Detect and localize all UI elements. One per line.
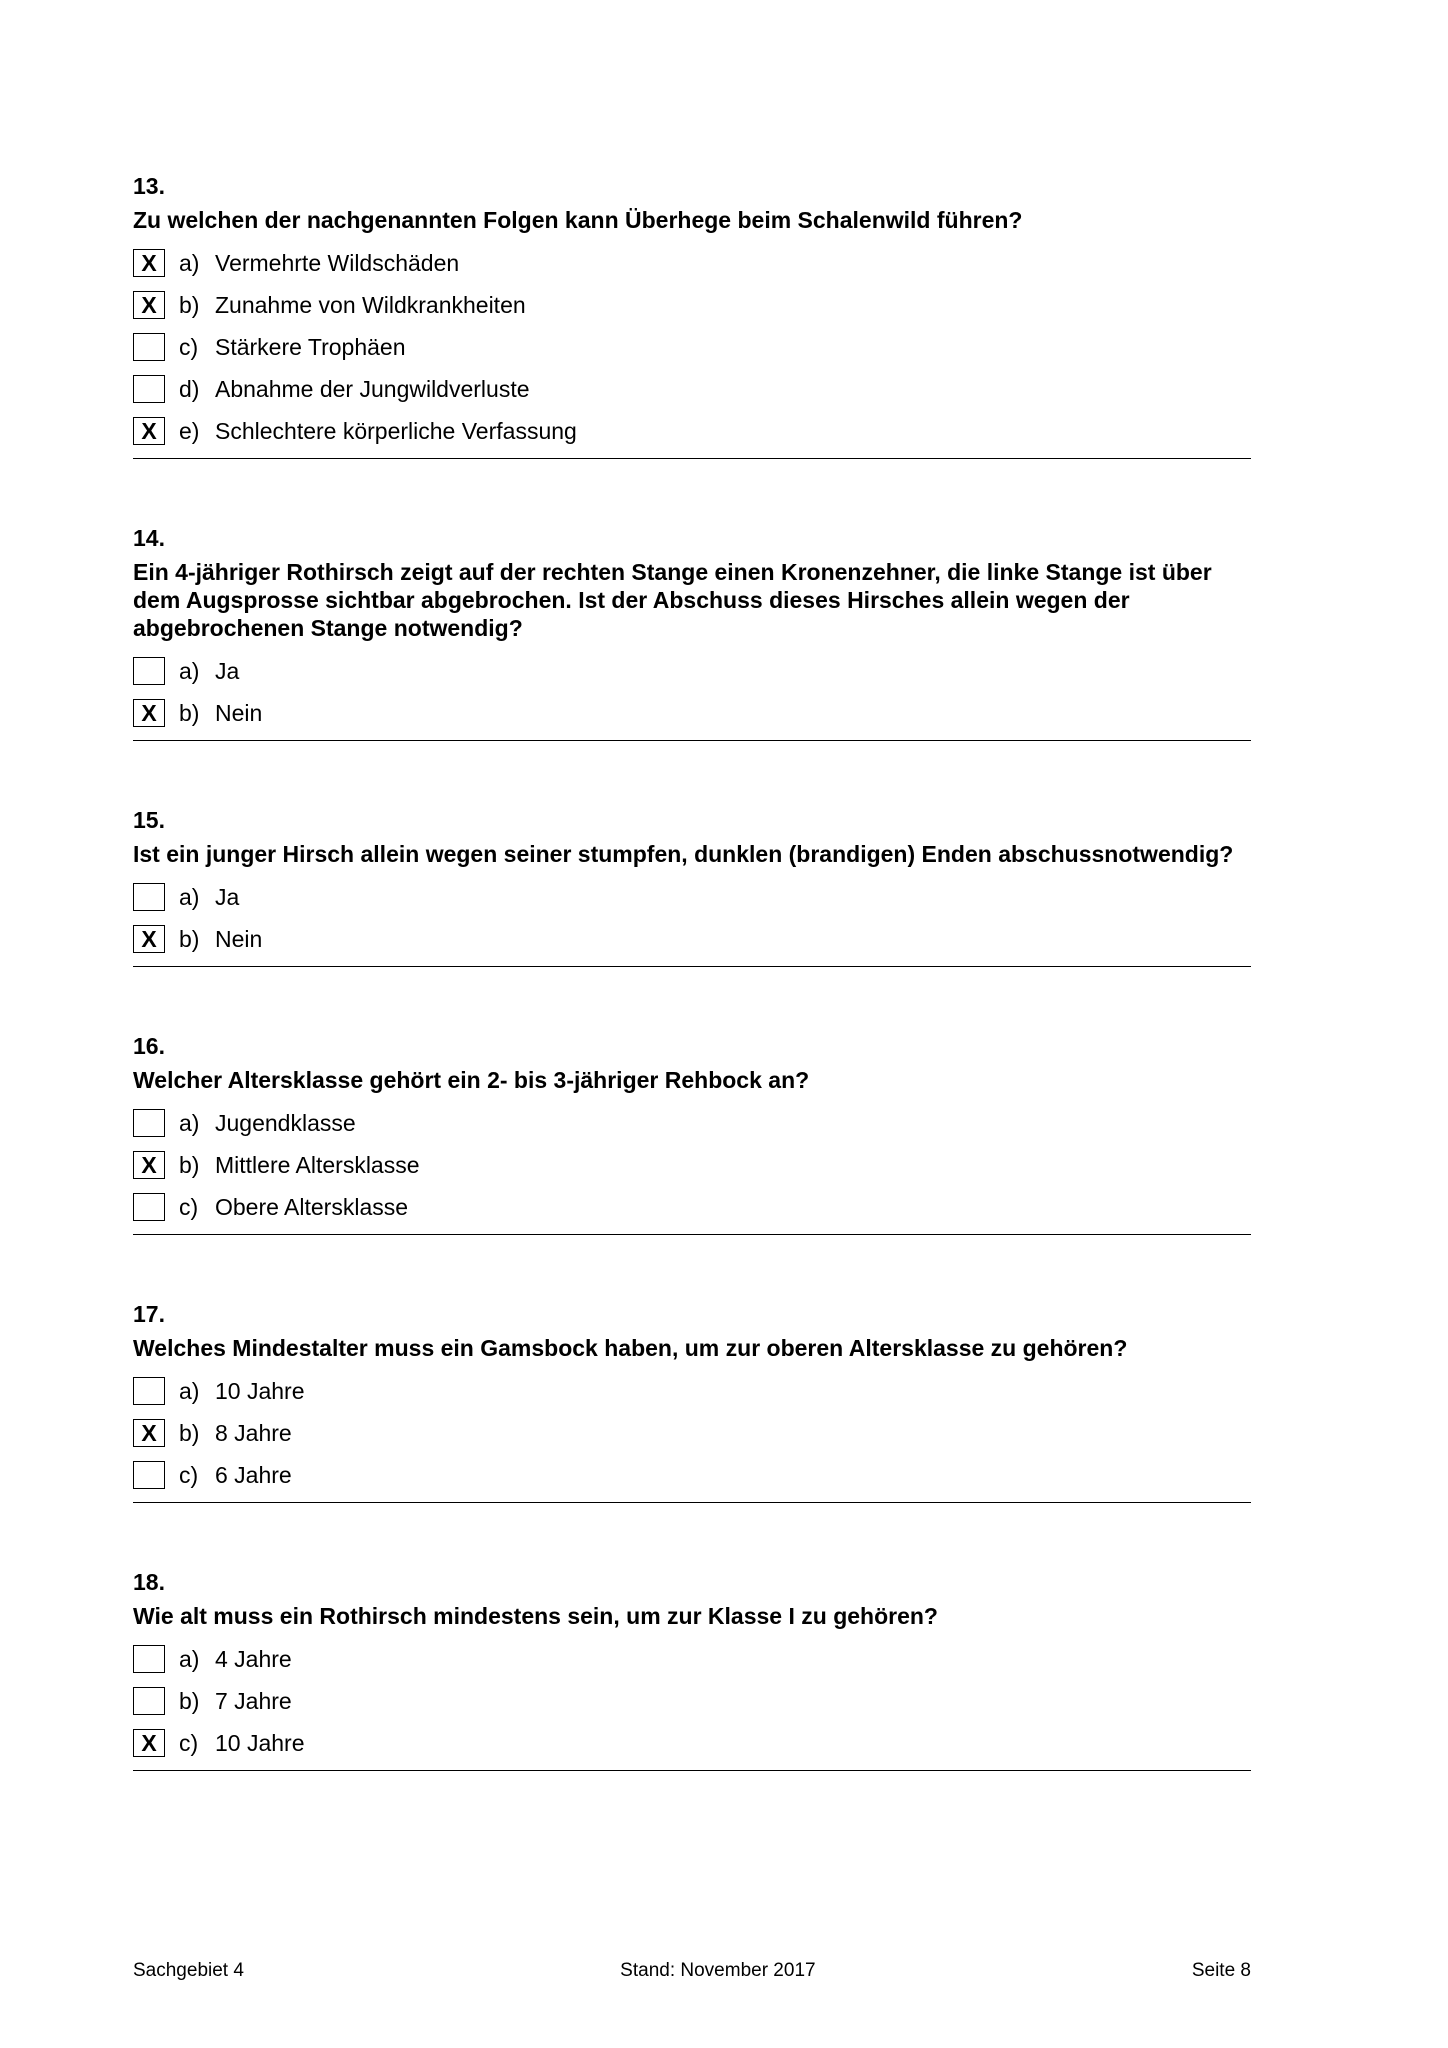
question-block — [133, 1300, 1251, 1503]
answer-text: 7 Jahre — [215, 1687, 292, 1714]
answer-checkbox[interactable]: X — [133, 1419, 165, 1447]
answer-text: Ja — [215, 883, 240, 910]
answer-letter: b) — [179, 1419, 200, 1446]
answer-text: Nein — [215, 925, 263, 952]
answer-text: Stärkere Trophäen — [215, 333, 406, 360]
answer-letter: c) — [179, 1729, 199, 1756]
answer-letter: a) — [179, 883, 200, 910]
answer-text: Obere Altersklasse — [215, 1193, 409, 1220]
answer-checkbox[interactable]: X — [133, 249, 165, 277]
answer-checkbox[interactable]: X — [133, 699, 165, 727]
answer-option[interactable] — [133, 1722, 1251, 1764]
answer-checkbox[interactable]: X — [133, 1151, 165, 1179]
question-text: Welches Mindestalter muss ein Gamsbock haben, um zur oberen Altersklasse zu gehören? — [133, 1335, 1128, 1361]
answer-letter: b) — [179, 699, 200, 726]
answer-checkbox[interactable]: X — [133, 417, 165, 445]
answer-option[interactable] — [133, 1680, 1251, 1722]
answer-option[interactable] — [133, 1144, 1251, 1186]
answer-text: Nein — [215, 699, 263, 726]
answer-checkbox[interactable]: X — [133, 925, 165, 953]
answer-checkbox[interactable] — [133, 1377, 165, 1405]
answer-checkbox[interactable] — [133, 1461, 165, 1489]
question-block — [133, 524, 1251, 741]
question-block — [133, 806, 1251, 967]
answer-option[interactable] — [133, 650, 1251, 692]
answer-text: Vermehrte Wildschäden — [215, 249, 460, 276]
question-number: 18. — [133, 1569, 165, 1595]
answer-text: 8 Jahre — [215, 1419, 292, 1446]
answer-letter: c) — [179, 333, 199, 360]
answer-checkbox[interactable]: X — [133, 1729, 165, 1757]
answer-text: Schlechtere körperliche Verfassung — [215, 417, 577, 444]
question-block — [133, 1568, 1251, 1771]
answer-option[interactable] — [133, 692, 1251, 734]
answer-letter: a) — [179, 657, 200, 684]
question-number: 17. — [133, 1301, 165, 1327]
answer-option[interactable] — [133, 1186, 1251, 1228]
answer-text: Mittlere Altersklasse — [215, 1151, 420, 1178]
answer-option[interactable] — [133, 1454, 1251, 1496]
question-block — [133, 172, 1251, 459]
question-number: 16. — [133, 1033, 165, 1059]
question-block — [133, 1032, 1251, 1235]
answer-option[interactable] — [133, 876, 1251, 918]
answer-option[interactable] — [133, 242, 1251, 284]
answer-text: Ja — [215, 657, 240, 684]
answer-letter: a) — [179, 1377, 200, 1404]
answer-letter: e) — [179, 417, 200, 444]
question-text: Ein 4-jähriger Rothirsch zeigt auf der rechten Stange einen Kronenzehner, die linke Stange ist über dem Augsprosse sichtbar abgebrochen. Ist der Abschuss dieses Hirsches allein wegen der abgebrochenen Stange notwendig? — [133, 559, 1212, 641]
answer-checkbox[interactable] — [133, 1109, 165, 1137]
footer-subject: Sachgebiet 4 — [133, 1960, 244, 1981]
page-footer — [133, 1960, 1251, 1982]
question-text: Welcher Altersklasse gehört ein 2- bis 3-jähriger Rehbock an? — [133, 1067, 810, 1093]
question-number: 13. — [133, 173, 165, 199]
answer-checkbox[interactable] — [133, 883, 165, 911]
answer-text: 10 Jahre — [215, 1729, 305, 1756]
answer-letter: c) — [179, 1193, 199, 1220]
answer-letter: b) — [179, 1687, 200, 1714]
answer-text: 10 Jahre — [215, 1377, 305, 1404]
answer-checkbox[interactable] — [133, 657, 165, 685]
footer-date: Stand: November 2017 — [620, 1960, 816, 1981]
question-text: Wie alt muss ein Rothirsch mindestens sein, um zur Klasse I zu gehören? — [133, 1603, 938, 1629]
answer-option[interactable] — [133, 1370, 1251, 1412]
question-number: 14. — [133, 525, 165, 551]
answer-option[interactable] — [133, 284, 1251, 326]
footer-page-number: Seite 8 — [1191, 1960, 1251, 1981]
answer-checkbox[interactable] — [133, 1193, 165, 1221]
answer-checkbox[interactable] — [133, 1687, 165, 1715]
answer-option[interactable] — [133, 1102, 1251, 1144]
answer-letter: b) — [179, 1151, 200, 1178]
answer-letter: b) — [179, 291, 200, 318]
answer-checkbox[interactable] — [133, 375, 165, 403]
answer-text: 4 Jahre — [215, 1645, 292, 1672]
answer-letter: b) — [179, 925, 200, 952]
answer-checkbox[interactable] — [133, 1645, 165, 1673]
answer-option[interactable] — [133, 918, 1251, 960]
answer-checkbox[interactable]: X — [133, 291, 165, 319]
answer-letter: c) — [179, 1461, 199, 1488]
answer-letter: a) — [179, 249, 200, 276]
answer-text: Abnahme der Jungwildverluste — [215, 375, 530, 402]
answer-option[interactable] — [133, 410, 1251, 452]
question-text: Zu welchen der nachgenannten Folgen kann Überhege beim Schalenwild führen? — [133, 207, 1023, 233]
answer-letter: a) — [179, 1109, 200, 1136]
answer-text: Zunahme von Wildkrankheiten — [215, 291, 526, 318]
answer-option[interactable] — [133, 1638, 1251, 1680]
answer-option[interactable] — [133, 368, 1251, 410]
answer-letter: a) — [179, 1645, 200, 1672]
question-number: 15. — [133, 807, 165, 833]
answer-text: 6 Jahre — [215, 1461, 292, 1488]
question-text: Ist ein junger Hirsch allein wegen seiner stumpfen, dunklen (brandigen) Enden abschussnotwendig? — [133, 841, 1234, 867]
answer-option[interactable] — [133, 1412, 1251, 1454]
answer-checkbox[interactable] — [133, 333, 165, 361]
answer-letter: d) — [179, 375, 200, 402]
question-list — [133, 172, 1251, 1836]
answer-text: Jugendklasse — [215, 1109, 356, 1136]
answer-option[interactable] — [133, 326, 1251, 368]
